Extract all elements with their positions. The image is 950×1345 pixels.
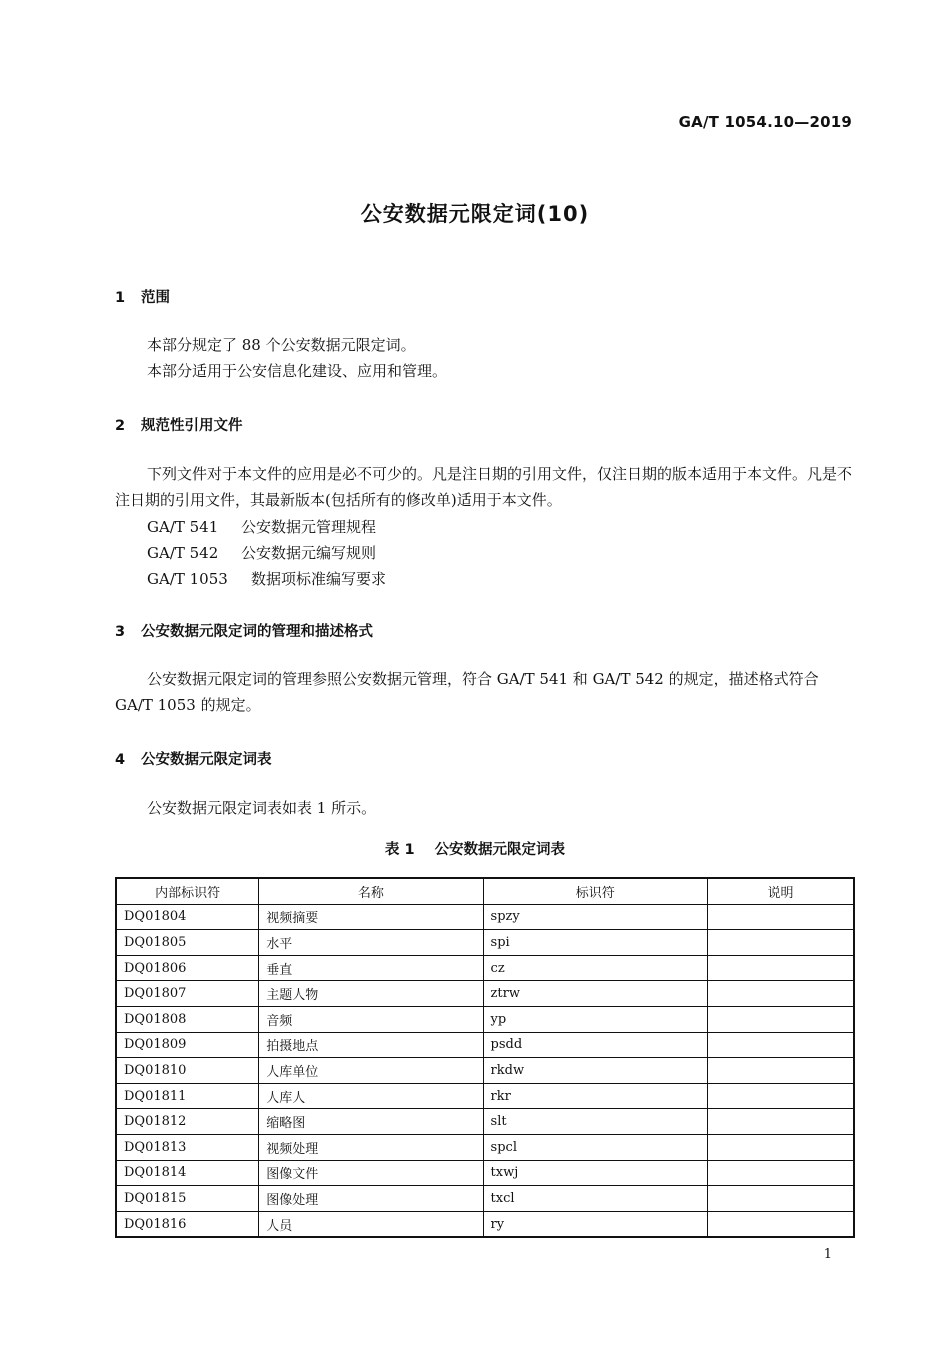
table-row	[116, 1109, 854, 1135]
cell-internal-id: DQ01811	[116, 1083, 259, 1109]
cell-name: 人库人	[259, 1083, 483, 1109]
cell-internal-id: DQ01816	[116, 1211, 259, 1237]
table-caption-number: 表 1	[384, 842, 415, 858]
cell-description	[707, 1058, 854, 1084]
standard-code: GA/T 1054.10—2019	[678, 113, 852, 131]
paragraph: 本部分适用于公安信息化建设、应用和管理。	[147, 362, 448, 380]
cell-identifier: spi	[483, 930, 707, 956]
section-heading-3	[115, 620, 373, 641]
table-row	[116, 904, 854, 930]
table-row	[116, 1032, 854, 1058]
cell-name: 水平	[259, 930, 483, 956]
table-row	[116, 1134, 854, 1160]
cell-name: 图像处理	[259, 1186, 483, 1212]
reference-title: 公安数据元编写规则	[241, 544, 377, 562]
table-row	[116, 1160, 854, 1186]
cell-description	[707, 1134, 854, 1160]
cell-name: 图像文件	[259, 1160, 483, 1186]
reference-item	[147, 542, 376, 563]
paragraph: 下列文件对于本文件的应用是必不可少的。凡是注日期的引用文件，仅注日期的版本适用于本文件。凡是不注日期的引用文件，其最新版本(包括所有的修改单)适用于本文件。	[115, 465, 853, 509]
reference-title: 公安数据元管理规程	[241, 518, 377, 536]
cell-identifier: txcl	[483, 1186, 707, 1212]
cell-description	[707, 904, 854, 930]
reference-code: GA/T 541	[147, 518, 219, 536]
cell-identifier: yp	[483, 1006, 707, 1032]
cell-description	[707, 1032, 854, 1058]
cell-internal-id: DQ01806	[116, 955, 259, 981]
reference-code: GA/T 1053	[147, 570, 228, 588]
cell-internal-id: DQ01813	[116, 1134, 259, 1160]
paragraph: 本部分规定了 88 个公安数据元限定词。	[147, 336, 416, 354]
cell-identifier: ztrw	[483, 981, 707, 1007]
cell-name: 音频	[259, 1006, 483, 1032]
cell-name: 人库单位	[259, 1058, 483, 1084]
reference-title: 数据项标准编写要求	[251, 570, 387, 588]
cell-description	[707, 955, 854, 981]
cell-identifier: rkdw	[483, 1058, 707, 1084]
section-heading-2	[115, 414, 243, 435]
cell-description	[707, 930, 854, 956]
cell-internal-id: DQ01805	[116, 930, 259, 956]
cell-internal-id: DQ01808	[116, 1006, 259, 1032]
cell-name: 主题人物	[259, 981, 483, 1007]
section-number: 1	[115, 290, 126, 306]
reference-item	[147, 516, 376, 537]
cell-internal-id: DQ01807	[116, 981, 259, 1007]
section-title: 公安数据元限定词的管理和描述格式	[141, 624, 373, 640]
cell-description	[707, 1083, 854, 1109]
header-description: 说明	[707, 878, 854, 904]
page-number: 1	[823, 1247, 832, 1262]
cell-description	[707, 1211, 854, 1237]
cell-identifier: spcl	[483, 1134, 707, 1160]
section-title: 规范性引用文件	[141, 418, 243, 434]
reference-item	[147, 568, 386, 589]
table-row	[116, 955, 854, 981]
table-row	[116, 930, 854, 956]
section-heading-1	[115, 286, 170, 307]
table-row	[116, 981, 854, 1007]
cell-name: 视频处理	[259, 1134, 483, 1160]
section-number: 4	[115, 752, 126, 768]
table-caption-title: 公安数据元限定词表	[434, 842, 566, 858]
header-identifier: 标识符	[483, 878, 707, 904]
paragraph: 公安数据元限定词表如表 1 所示。	[147, 799, 377, 817]
cell-name: 缩略图	[259, 1109, 483, 1135]
table-caption	[0, 838, 950, 859]
cell-description	[707, 981, 854, 1007]
cell-internal-id: DQ01810	[116, 1058, 259, 1084]
table-row	[116, 1211, 854, 1237]
paragraph: 公安数据元限定词的管理参照公安数据元管理，符合 GA/T 541 和 GA/T 542 的规定，描述格式符合 GA/T 1053 的规定。	[115, 670, 819, 714]
qualifier-table	[115, 877, 855, 1238]
table-row	[116, 1186, 854, 1212]
header-name: 名称	[259, 878, 483, 904]
table-header-row	[116, 878, 854, 904]
cell-internal-id: DQ01809	[116, 1032, 259, 1058]
cell-identifier: slt	[483, 1109, 707, 1135]
cell-internal-id: DQ01814	[116, 1160, 259, 1186]
section-number: 2	[115, 418, 126, 434]
table-row	[116, 1006, 854, 1032]
cell-description	[707, 1109, 854, 1135]
header-internal-id: 内部标识符	[116, 878, 259, 904]
cell-identifier: psdd	[483, 1032, 707, 1058]
section-title: 公安数据元限定词表	[141, 752, 272, 768]
cell-identifier: spzy	[483, 904, 707, 930]
cell-description	[707, 1160, 854, 1186]
table-row	[116, 1058, 854, 1084]
cell-identifier: rkr	[483, 1083, 707, 1109]
cell-internal-id: DQ01815	[116, 1186, 259, 1212]
section-number: 3	[115, 624, 126, 640]
document-title: 公安数据元限定词(10)	[360, 202, 590, 226]
cell-description	[707, 1006, 854, 1032]
cell-identifier: cz	[483, 955, 707, 981]
cell-identifier: txwj	[483, 1160, 707, 1186]
cell-identifier: ry	[483, 1211, 707, 1237]
section-heading-4	[115, 748, 272, 769]
cell-name: 垂直	[259, 955, 483, 981]
table-row	[116, 1083, 854, 1109]
cell-description	[707, 1186, 854, 1212]
section-title: 范围	[141, 290, 170, 306]
cell-internal-id: DQ01812	[116, 1109, 259, 1135]
reference-code: GA/T 542	[147, 544, 219, 562]
cell-name: 人员	[259, 1211, 483, 1237]
cell-name: 拍摄地点	[259, 1032, 483, 1058]
cell-internal-id: DQ01804	[116, 904, 259, 930]
cell-name: 视频摘要	[259, 904, 483, 930]
